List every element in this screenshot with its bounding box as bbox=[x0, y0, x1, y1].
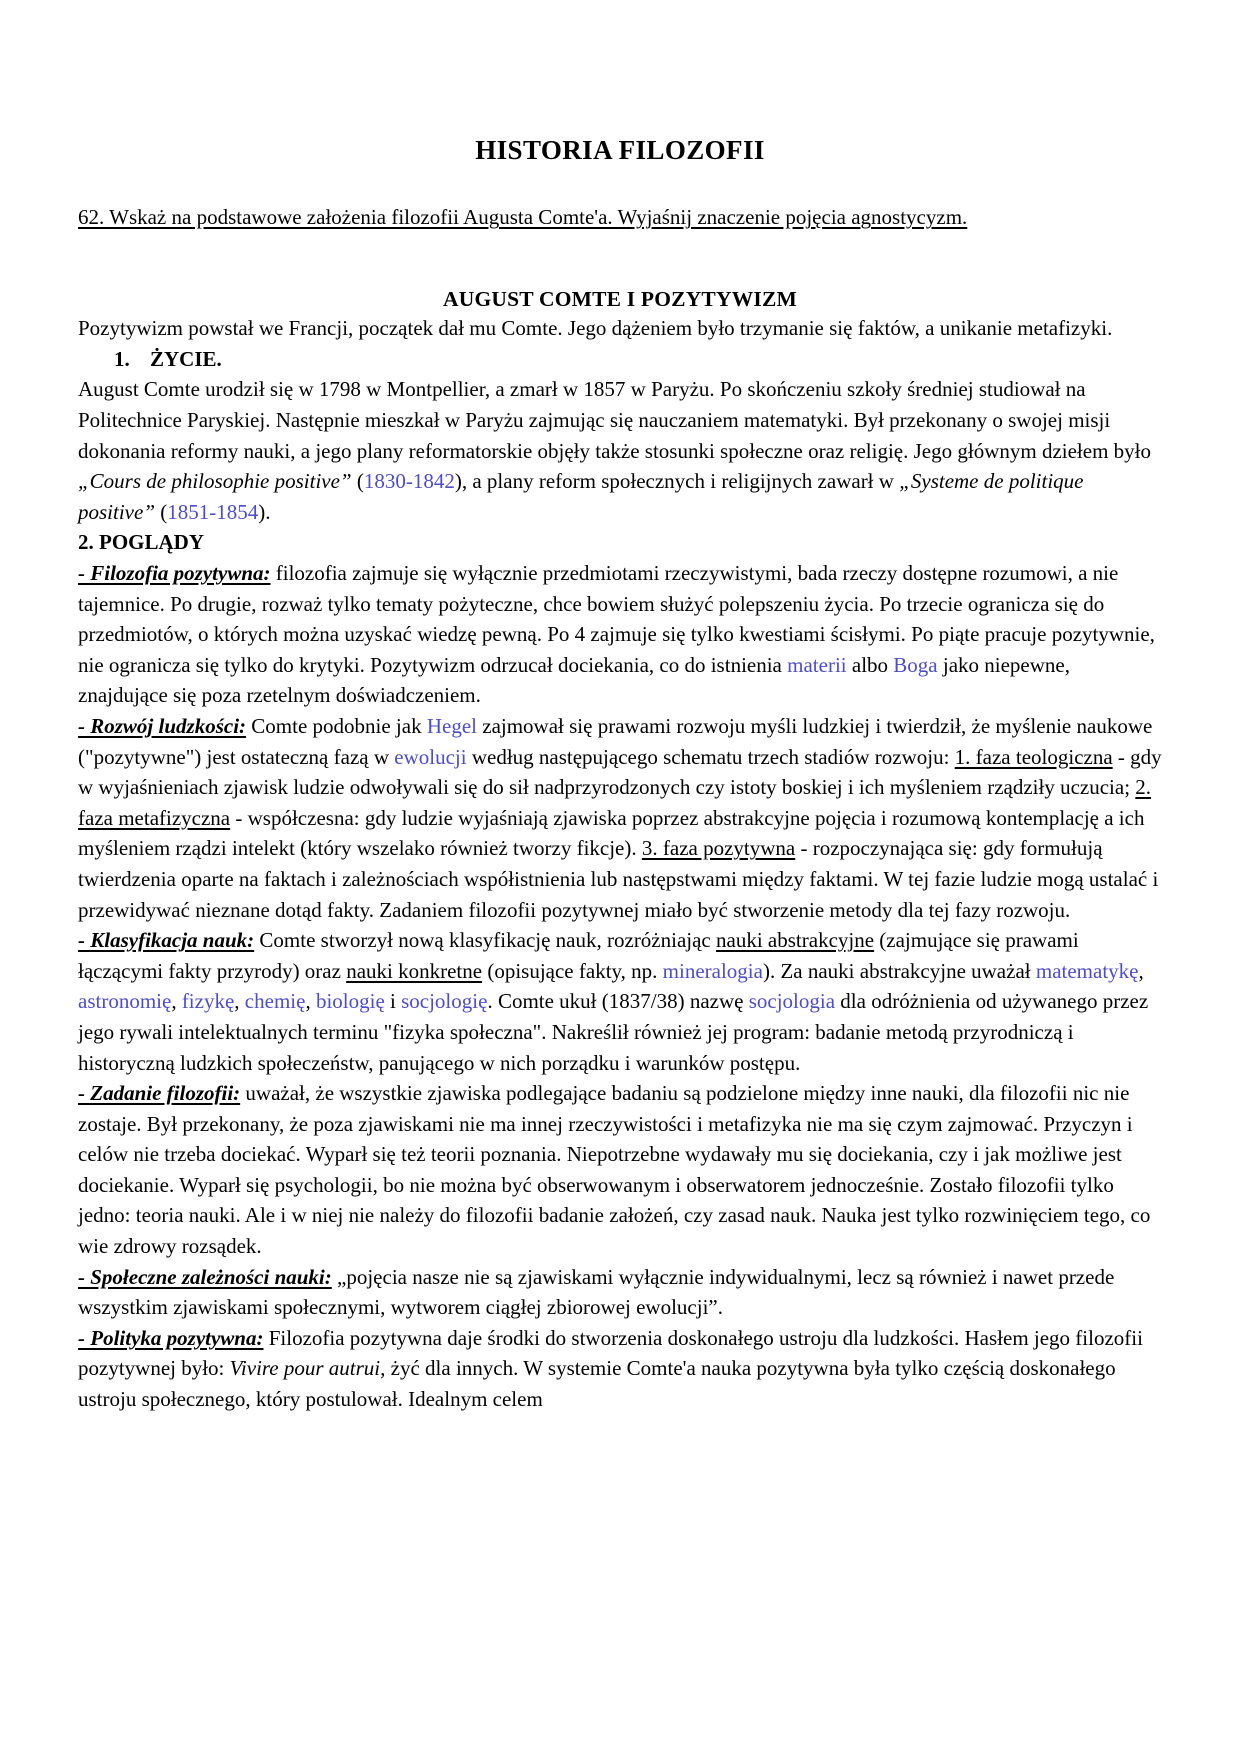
link-ewolucji[interactable]: ewolucji bbox=[394, 744, 467, 769]
link-socjologia[interactable]: socjologia bbox=[748, 989, 836, 1014]
intro-paragraph: Pozytywizm powstał we Francji, początek dał mu Comte. Jego dążeniem było trzymanie się faktów, a unikanie metafizyki. bbox=[78, 316, 1113, 341]
kn-text-i: i bbox=[384, 989, 402, 1014]
rl-text-e: - współczesna: gdy ludzie wyjaśniają zjawiska poprzez abstrakcyjne pojęcia i rozumową kontemplację a ich myśleniem rządzi intelekt (który wszelako również tworzy fikcje). bbox=[78, 805, 1145, 861]
phase-1-teologiczna: 1. faza teologiczna bbox=[954, 744, 1113, 769]
pp-text-b: żyć dla innych. W systemie Comte'a nauka pozytywna była tylko częścią doskonałego ustroju społecznego, który postulował. Idealnym celem bbox=[78, 1356, 1116, 1412]
link-date-1830-1842[interactable]: 1830-1842 bbox=[363, 469, 455, 494]
zycie-text-e: ). bbox=[258, 499, 271, 524]
kn-text-h: , bbox=[305, 989, 316, 1014]
link-boga[interactable]: Boga bbox=[893, 652, 938, 677]
kn-text-b: (zajmujące się prawami łączącymi fakty przyrody) oraz bbox=[78, 928, 1079, 983]
rl-text-c: według następującego schematu trzech stadiów rozwoju: bbox=[466, 744, 955, 769]
question-prompt: 62. Wskaż na podstawowe założenia filozofii Augusta Comte'a. Wyjaśnij znaczenie pojęcia agnostycyzm. bbox=[78, 205, 968, 230]
lead-polityka-pozytywna: - Polityka pozytywna: bbox=[78, 1325, 264, 1350]
document-content bbox=[78, 0, 1162, 1415]
kn-text-e: , bbox=[1138, 958, 1144, 983]
kn-text-d: ). Za nauki abstrakcyjne uważał bbox=[762, 958, 1036, 983]
link-astronomie[interactable]: astronomię bbox=[78, 989, 172, 1014]
rl-text-f: - rozpoczynająca się: gdy formułują twierdzenia oparte na faktach i zależnościach współistnienia lub następstwami między faktami. W tej fazie ludzie mogą ustalać i przewidywać nieznane dotąd fakty. Zadaniem filozofii pozytywnej miało być stworzenie metody dla tej fazy rozwoju. bbox=[78, 836, 1159, 922]
zycie-text-a: August Comte urodził się w 1798 w Montpellier, a zmarł w 1857 w Paryżu. Po skończeniu szkoły średniej studiował na Politechnice Paryskiej. Następnie mieszkał w Paryżu zajmując się nauczaniem matematyki. Był przekonany o swojej misji dokonania reformy nauki, a jego plany reformatorskie objęły także stosunki społeczne oraz religię. Jego głównym dziełem było bbox=[78, 377, 1151, 463]
kn-text-c: (opisujące fakty, np. bbox=[482, 958, 663, 983]
fp-text-a: filozofia zajmuje się wyłącznie przedmiotami rzeczywistymi, bada rzeczy dostępne rozumowi, a nie tajemnice. Po drugie, rozważ tylko tematy pożyteczne, chce bowiem służyć polepszeniu życia. Po trzecie ogranicza się do przedmiotów, o których można uzyskać wiedzę pewną. Po 4 zajmuje się tylko kwestiami ścisłymi. Po piąte pracuje pozytywnie, nie ogranicza się tylko do krytyki. Pozytywizm odrzucał dociekania, co do istnienia bbox=[78, 561, 1155, 677]
term-nauki-abstrakcyjne: nauki abstrakcyjne bbox=[716, 928, 875, 953]
zycie-text-d: ( bbox=[155, 499, 168, 524]
polityka-pozytywna-paragraph bbox=[78, 1323, 1162, 1415]
link-chemie[interactable]: chemię bbox=[244, 989, 306, 1014]
term-nauki-konkretne: nauki konkretne bbox=[346, 958, 483, 983]
work-title-systeme: „Systeme de politique positive” bbox=[78, 469, 1084, 524]
link-fizyke[interactable]: fizykę bbox=[181, 989, 235, 1014]
work-title-cours: „Cours de philosophie positive” bbox=[78, 469, 352, 494]
filozofia-pozytywna-paragraph bbox=[78, 558, 1162, 711]
lead-rozwoj-ludzkosci: - Rozwój ludzkości: bbox=[78, 713, 247, 738]
kn-text-g: , bbox=[234, 989, 245, 1014]
section-heading: AUGUST COMTE I POZYTYWIZM bbox=[442, 287, 798, 312]
zycie-text-b: ( bbox=[351, 469, 364, 494]
list-item-number: 1. bbox=[114, 346, 130, 371]
pp-text-a: Filozofia pozytywna daje środki do stworzenia doskonałego ustroju dla ludzkości. Hasłem jego filozofii pozytywnej było: bbox=[78, 1325, 1143, 1381]
motto-vivire-pour-autrui: Vivire pour autrui, bbox=[229, 1356, 386, 1381]
sz-text-a: „pojęcia nasze nie są zjawiskami wyłącznie indywidualnymi, lecz są również i nawet przede wszystkim zjawiskami społecznymi, wytworem ciągłej zbiorowej ewolucji”. bbox=[78, 1264, 1115, 1320]
phase-2-metafizyczna: 2. faza metafizyczna bbox=[78, 775, 1152, 830]
poglady-heading: 2. POGLĄDY bbox=[78, 530, 204, 555]
rl-text-a: Comte podobnie jak bbox=[246, 713, 427, 738]
page-title: HISTORIA FILOZOFII bbox=[475, 135, 765, 165]
kn-text-f: , bbox=[171, 989, 182, 1014]
fp-text-b: albo bbox=[846, 652, 894, 677]
link-date-1851-1854[interactable]: 1851-1854 bbox=[167, 499, 259, 524]
zycie-paragraph bbox=[78, 374, 1162, 527]
link-socjologie[interactable]: socjologię bbox=[401, 989, 488, 1014]
kn-text-a: Comte stworzył nową klasyfikację nauk, rozróżniając bbox=[254, 928, 717, 953]
zadanie-filozofii-paragraph bbox=[78, 1078, 1162, 1262]
link-biologie[interactable]: biologię bbox=[315, 989, 385, 1014]
fp-text-c: jako niepewne, znajdujące się poza rzetelnym doświadczeniem. bbox=[78, 652, 1070, 708]
link-matematyke[interactable]: matematykę bbox=[1035, 958, 1139, 983]
link-hegel[interactable]: Hegel bbox=[426, 713, 477, 738]
link-mineralogia[interactable]: mineralogia bbox=[662, 958, 763, 983]
kn-text-j: . Comte ukuł (1837/38) nazwę bbox=[487, 989, 749, 1014]
lead-spoleczne-zaleznosci-nauki: - Społeczne zależności nauki: bbox=[78, 1264, 332, 1289]
spoleczne-zaleznosci-paragraph bbox=[78, 1262, 1162, 1323]
zycie-text-c: ), a plany reform społecznych i religijnych zawarł w bbox=[454, 469, 900, 494]
list-item bbox=[78, 344, 1162, 375]
kn-text-k: dla odróżnienia od używanego przez jego rywali intelektualnych terminu "fizyka społeczna". Nakreślił również jej program: badanie metodą przyrodniczą i historyczną ludzkich społeczeństw, panującego w nich porządku i warunków postępu. bbox=[78, 989, 1149, 1075]
zf-text-a: uważał, że wszystkie zjawiska podlegające badaniu są podzielone między inne nauki, dla filozofii nic nie zostaje. Był przekonany, że poza zjawiskami nie ma innej rzeczywistości i metafizyka nie ma się czym zajmować. Przyczyn i celów nie trzeba dociekać. Wyparł się też teorii poznania. Niepotrzebne wydawały mu się dociekania, czy i jak możliwe jest dociekanie. Wyparł się psychologii, bo nie można być obserwowanym i obserwatorem jednocześnie. Zostało filozofii tylko jedno: teoria nauki. Ale i w niej nie należy do filozofii badanie założeń, czy zasad nauk. Nauka jest tylko rozwinięciem tego, co wie zdrowy rozsądek. bbox=[78, 1081, 1151, 1259]
lead-zadanie-filozofii: - Zadanie filozofii: bbox=[78, 1081, 241, 1106]
phase-3-pozytywna: 3. faza pozytywna bbox=[641, 836, 796, 861]
rozwoj-ludzkosci-paragraph bbox=[78, 711, 1162, 925]
rl-text-d: - gdy w wyjaśnieniach zjawisk ludzie odwoływali się do sił nadprzyrodzonych czy istoty boskiej i ich myśleniem rządziły uczucia; bbox=[78, 744, 1162, 800]
lead-filozofia-pozytywna: - Filozofia pozytywna: bbox=[78, 561, 271, 586]
klasyfikacja-nauk-paragraph bbox=[78, 925, 1162, 1078]
link-materii[interactable]: materii bbox=[787, 652, 847, 677]
list-item-label: ŻYCIE. bbox=[150, 346, 222, 371]
rl-text-b: zajmował się prawami rozwoju myśli ludzkiej i twierdził, że myślenie naukowe ("pozytywne") jest ostateczną fazą w bbox=[78, 713, 1153, 769]
lead-klasyfikacja-nauk: - Klasyfikacja nauk: bbox=[78, 928, 255, 953]
